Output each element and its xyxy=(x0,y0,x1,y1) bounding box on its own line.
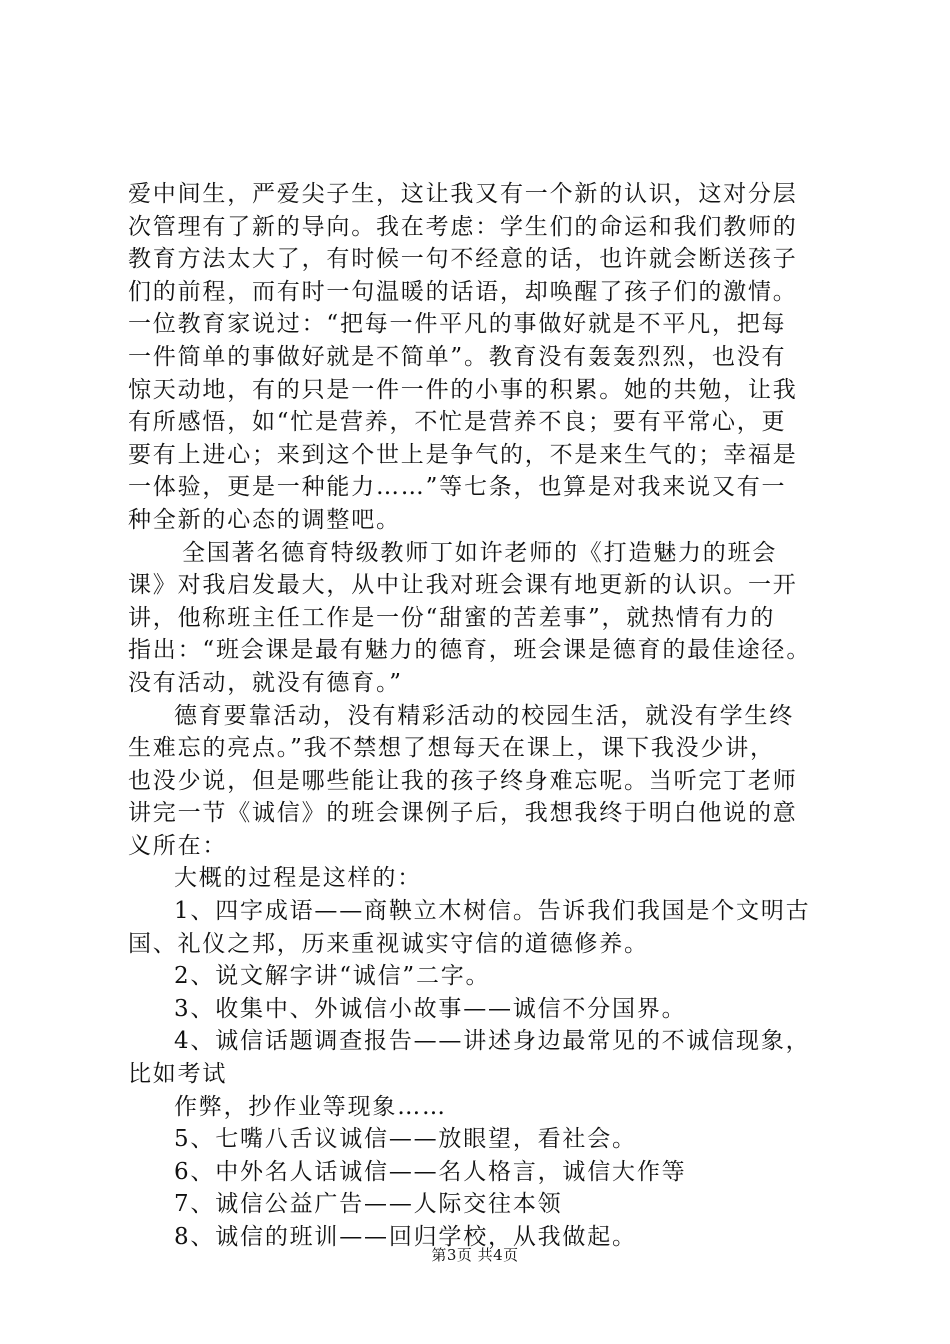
list-item: 6、中外名人话诚信——名人格言，诚信大作等 xyxy=(174,1158,687,1185)
text-line: 生难忘的亮点。”我不禁想了想每天在课上，课下我没少讲， xyxy=(128,735,775,762)
document-body xyxy=(128,178,840,1254)
list-item: 7、诚信公益广告——人际交往本领 xyxy=(174,1191,563,1218)
list-item: 3、收集中、外诚信小故事——诚信不分国界。 xyxy=(174,995,687,1022)
text-line: 们的前程，而有时一句温暖的话语，却唤醒了孩子们的激情。 xyxy=(128,278,798,305)
text-line: 次管理有了新的导向。我在考虑：学生们的命运和我们教师的 xyxy=(128,213,798,240)
list-item: 5、七嘴八舌议诚信——放眼望，看社会。 xyxy=(174,1126,637,1153)
paragraph-start-line: 德育要靠活动，没有精彩活动的校园生活，就没有学生终 xyxy=(174,702,794,729)
text-line: 课》对我启发最大，从中让我对班会课有地更新的认识。一开 xyxy=(128,572,798,599)
list-item: 4、诚信话题调查报告——讲述身边最常见的不诚信现象， xyxy=(174,1028,811,1055)
text-line: 教育方法太大了，有时候一句不经意的话，也许就会断送孩子 xyxy=(128,246,798,273)
text-line: 一位教育家说过：“把每一件平凡的事做好就是不平凡，把每 xyxy=(128,311,787,338)
text-line: 有所感悟，如“忙是营养，不忙是营养不良；要有平常心，更 xyxy=(128,409,787,436)
text-line: 比如考试 xyxy=(128,1061,228,1088)
text-line: 一件简单的事做好就是不简单”。教育没有轰轰烈烈，也没有 xyxy=(128,343,787,370)
text-line: 一体验，更是一种能力……”等七条，也算是对我来说又有一 xyxy=(128,474,787,501)
text-line: 讲，他称班主任工作是一份“甜蜜的苦差事”，就热情有力的 xyxy=(128,604,776,631)
text-line: 惊天动地，有的只是一件一件的小事的积累。她的共勉，让我 xyxy=(128,376,798,403)
text-line: 指出：“班会课是最有魅力的德育，班会课是德育的最佳途径。 xyxy=(128,637,812,664)
paragraph-start-line: 大概的过程是这样的： xyxy=(174,865,422,892)
text-line: 爱中间生，严爱尖子生，这让我又有一个新的认识，这对分层 xyxy=(128,181,798,207)
list-item: 1、四字成语——商鞅立木树信。告诉我们我国是个文明古 xyxy=(174,898,811,925)
list-item: 8、诚信的班训——回归学校，从我做起。 xyxy=(174,1224,637,1250)
paragraph-start-line: 全国著名德育特级教师丁如许老师的《打造魅力的班会 xyxy=(182,539,778,566)
list-item: 2、说文解字讲“诚信”二字。 xyxy=(174,963,491,990)
page-number-footer: 第3页 共4页 xyxy=(431,1246,519,1264)
text-line: 作弊，抄作业等现象…… xyxy=(174,1093,447,1120)
text-line: 国、礼仪之邦，历来重视诚实守信的道德修养。 xyxy=(128,930,649,957)
text-line: 义所在： xyxy=(128,832,228,859)
text-line: 讲完一节《诚信》的班会课例子后，我想我终于明白他说的意 xyxy=(128,800,798,827)
text-line: 也没少说，但是哪些能让我的孩子终身难忘呢。当听完丁老师 xyxy=(128,767,798,794)
text-line: 种全新的心态的调整吧。 xyxy=(128,506,401,533)
text-line: 没有活动，就没有德育。” xyxy=(128,669,403,696)
text-line: 要有上进心；来到这个世上是争气的，不是来生气的；幸福是 xyxy=(128,441,798,468)
